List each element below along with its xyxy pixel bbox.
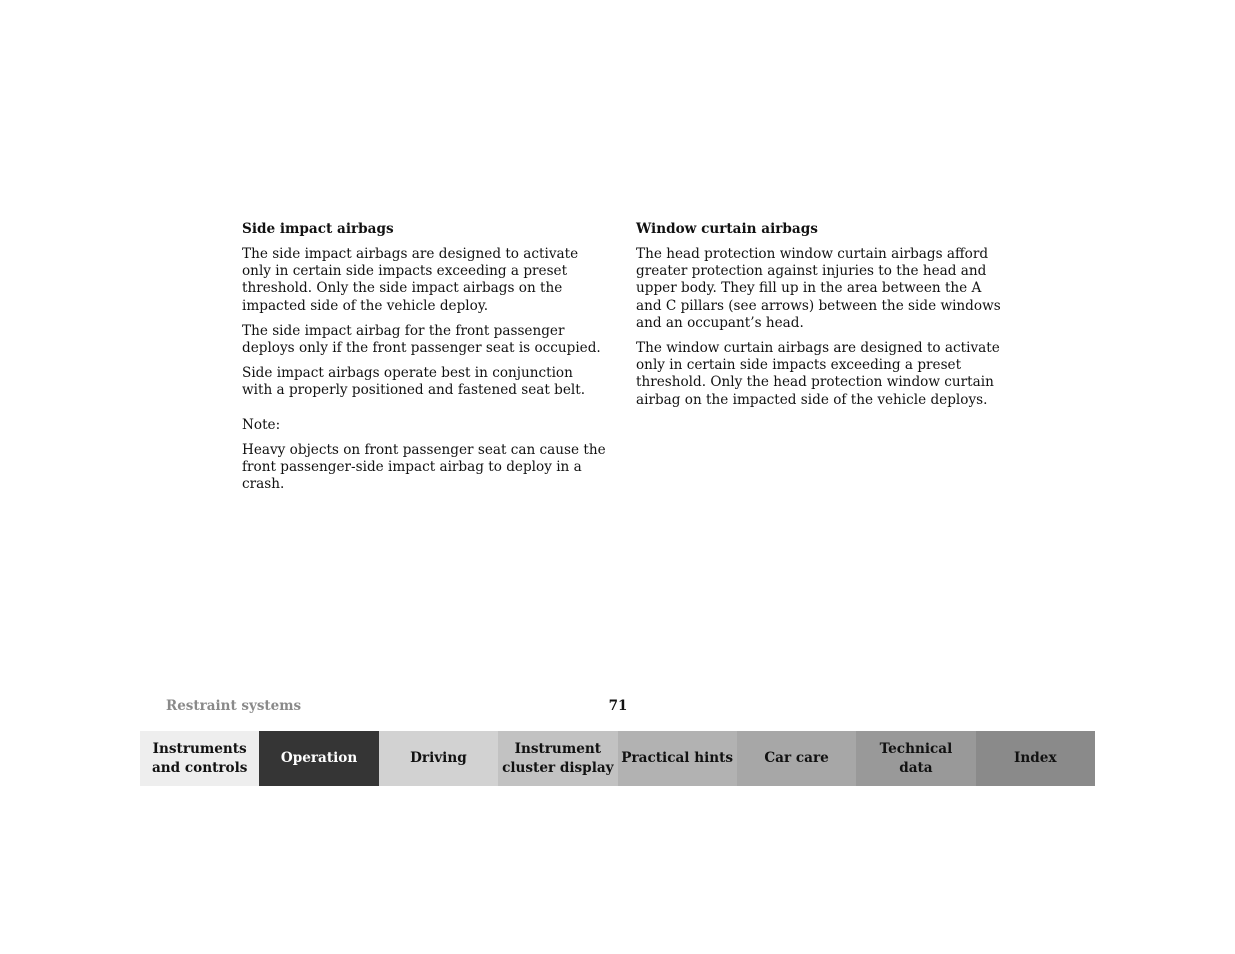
window-curtain-airbags-heading: Window curtain airbags xyxy=(636,221,818,237)
paragraph: Side impact airbags operate best in conjunction with a properly positioned and fastened seat belt. xyxy=(242,365,586,399)
tab-operation[interactable]: Operation xyxy=(259,731,378,786)
tab-instrument-cluster-display[interactable]: Instrument cluster display xyxy=(498,731,617,786)
side-impact-airbags-heading: Side impact airbags xyxy=(242,221,394,237)
tab-driving[interactable]: Driving xyxy=(379,731,498,786)
paragraph: The window curtain airbags are designed to activate only in certain side impacts exceeding a preset threshold. Only the head protection window curtain airbag on the impacted side of the vehicle deploys. xyxy=(636,340,1000,408)
section-title: Restraint systems xyxy=(166,698,302,714)
paragraph: The side impact airbags are designed to activate only in certain side impacts exceeding a preset threshold. Only the side impact airbags on the impacted side of the vehicle deploy. xyxy=(242,246,579,314)
tab-practical-hints[interactable]: Practical hints xyxy=(618,731,737,786)
tab-car-care[interactable]: Car care xyxy=(737,731,856,786)
note-label: Note: xyxy=(242,416,281,433)
tab-technical-data[interactable]: Technical data xyxy=(856,731,975,786)
tab-index[interactable]: Index xyxy=(976,731,1095,786)
left-column xyxy=(242,221,607,501)
page-number: 71 xyxy=(608,698,628,714)
tab-instruments-and-controls[interactable]: Instruments and controls xyxy=(140,731,259,786)
right-column xyxy=(636,221,1001,417)
paragraph: The side impact airbag for the front passenger deploys only if the front passenger seat is occupied. xyxy=(242,322,601,357)
paragraph: The head protection window curtain airbags afford greater protection against injuries to the head and upper body. They fill up in the area between the A and C pillars (see arrows) between the side windows and an occupant’s head. xyxy=(636,246,1001,331)
note-text: Heavy objects on front passenger seat can cause the front passenger-side impact airbag to deploy in a crash. xyxy=(242,441,606,493)
chapter-nav-bar xyxy=(140,731,1095,786)
